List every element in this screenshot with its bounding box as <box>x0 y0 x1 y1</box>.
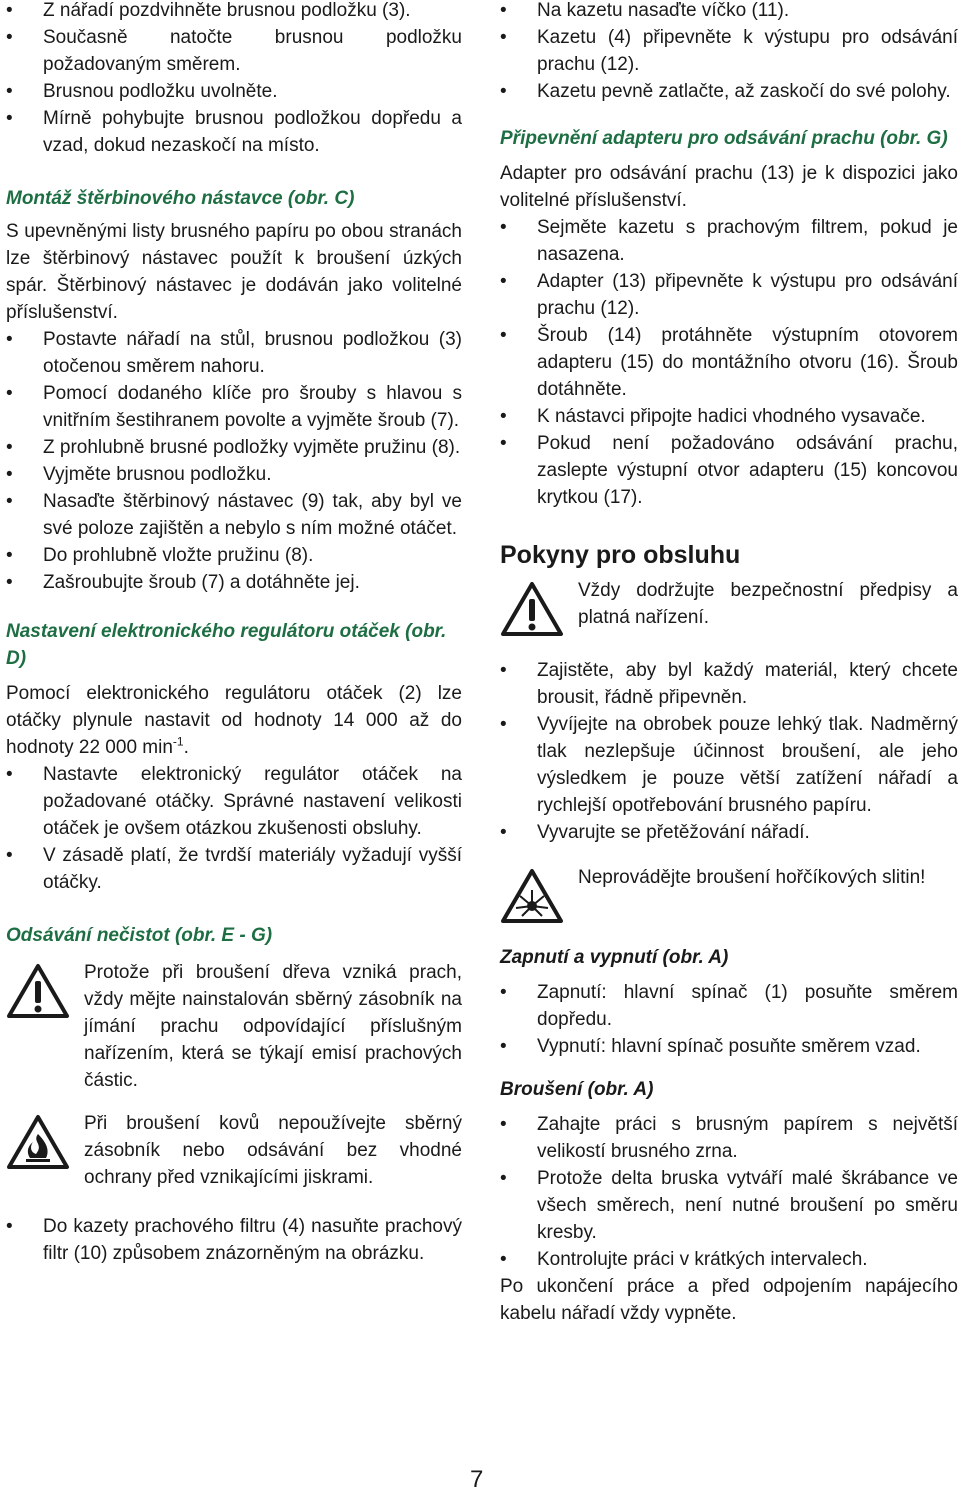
right-column <box>500 0 958 1327</box>
left-column <box>6 0 462 1267</box>
warning-safety <box>500 577 958 637</box>
heading-brouseni: Broušení (obr. A) <box>500 1079 654 1100</box>
list-item: • Mírně pohybujte brusnou podložkou dopředu a vzad, dokud nezaskočí na místo. <box>6 108 462 156</box>
heading-montaz: Montáž štěrbinového nástavce (obr. C) <box>6 188 355 209</box>
list-item: • Šroub (14) protáhněte výstupním otovorem adapteru (15) do montážního otvoru (16). Šroub dotáhněte. <box>500 325 958 400</box>
heading-adapter: Připevnění adapteru pro odsávání prachu (obr. G) <box>500 128 948 149</box>
list-item: • Kontrolujte práci v krátkých intervalech. <box>500 1249 868 1270</box>
list-item: • Brusnou podložku uvolněte. <box>6 81 278 102</box>
paragraph-montaz: S upevněnými listy brusného papíru po obou stranách lze štěrbinový nástavec použít k broušení úzkých spár. Štěrbinový nástavec je dodáván jako volitelné příslušenství. <box>6 221 462 323</box>
list-item: • Postavte nářadí na stůl, brusnou podložkou (3) otočenou směrem nahoru. <box>6 329 462 377</box>
list-brouseni <box>500 1111 958 1273</box>
explosive-warning-icon <box>500 868 564 929</box>
list-item: • Na kazetu nasaďte víčko (11). <box>500 0 790 21</box>
warning-text: Při broušení kovů nepoužívejte sběrný zásobník nebo odsávání bez vhodné ochrany před vznikajícími jiskrami. <box>84 1113 462 1188</box>
list-pokyny <box>500 657 958 846</box>
list-item: • Protože delta bruska vytváří malé škrábance ve všech směrech, není nutné broušení po směru kresby. <box>500 1168 958 1243</box>
list-item: • Zahajte práci s brusným papírem s největší velikostí brusného zrna. <box>500 1114 958 1162</box>
page-number: 7 <box>470 1466 484 1493</box>
warning-triangle-icon <box>500 581 564 642</box>
warning-dust <box>6 959 462 1094</box>
list-montaz <box>6 326 462 596</box>
heading-regulator: Nastavení elektronického regulátoru otáček (obr. D) <box>6 621 447 669</box>
list-item: • Z prohlubně brusné podložky vyjměte pružinu (8). <box>6 437 461 458</box>
list-pad-adjust <box>6 0 462 159</box>
superscript: -1 <box>172 734 184 749</box>
list-item: • V zásadě platí, že tvrdší materiály vyžadují vyšší otáčky. <box>6 845 462 893</box>
heading-pokyny: Pokyny pro obsluhu <box>500 541 741 569</box>
paragraph-regulator: Pomocí elektronického regulátoru otáček (2) lze otáčky plynule nastavit od hodnoty 14 000 až do hodnoty 22 000 $\min^{-1}$. <box>6 683 462 758</box>
list-item: • Zašroubujte šroub (7) a dotáhněte jej. <box>6 572 360 593</box>
paragraph-final: Po ukončení práce a před odpojením napájecího kabelu nářadí vždy vypněte. <box>500 1276 958 1324</box>
list-regulator <box>6 761 462 896</box>
list-item: • Adapter (13) připevněte k výstupu pro odsávání prachu (12). <box>500 271 958 319</box>
paragraph-adapter: Adapter pro odsávání prachu (13) je k dispozici jako volitelné příslušenství. <box>500 163 958 211</box>
list-item: • Zapnutí: hlavní spínač (1) posuňte směrem dopředu. <box>500 982 958 1030</box>
flammable-warning-icon <box>6 1114 70 1175</box>
warning-text: Vždy dodržujte bezpečnostní předpisy a platná nařízení. <box>578 580 958 628</box>
list-item: • Z nářadí pozdvihněte brusnou podložku (3). <box>6 0 411 21</box>
list-item: • Nastavte elektronický regulátor otáček na požadované otáčky. Správné nastavení velikosti otáček je ovšem otázkou zkušenosti obsluhy. <box>6 764 462 839</box>
list-adapter <box>500 214 958 511</box>
list-item: • Nasaďte štěrbinový nástavec (9) tak, aby byl ve své poloze zajištěn a nebylo s ním možné otáčet. <box>6 491 462 539</box>
warning-sparks <box>6 1110 462 1191</box>
list-item: • Do kazety prachového filtru (4) nasuňte prachový filtr (10) způsobem znázorněným na obrázku. <box>6 1216 462 1264</box>
list-item: • Vyvíjejte na obrobek pouze lehký tlak. Nadměrný tlak nezlepšuje účinnost broušení, ale jeho výsledkem je pouze větší zatížení nářadí a rychlejší opotřebování brusného papíru. <box>500 714 958 816</box>
list-cassette <box>500 0 958 105</box>
list-item: • Pomocí dodaného klíče pro šrouby s hlavou s vnitřním šestihranem povolte a vyjměte šroub (7). <box>6 383 462 431</box>
list-item: • Vyjměte brusnou podložku. <box>6 464 272 485</box>
list-item: • Současně natočte brusnou podložku požadovaným směrem. <box>6 27 462 75</box>
heading-odsavani: Odsávání nečistot (obr. E - G) <box>6 925 273 946</box>
list-item: • Kazetu (4) připevněte k výstupu pro odsávání prachu (12). <box>500 27 958 75</box>
list-item: • Zajistěte, aby byl každý materiál, který chcete brousit, řádně připevněn. <box>500 660 958 708</box>
list-zapnuti <box>500 979 958 1060</box>
warning-text: Protože při broušení dřeva vzniká prach, vždy mějte nainstalován sběrný zásobník na jímání prachu odpovídající příslušným nařízením, která se týkají emisí prachových částic. <box>84 962 462 1091</box>
list-odsavani <box>6 1213 462 1267</box>
list-item: • Vyvarujte se přetěžování nářadí. <box>500 822 810 843</box>
list-item: • K nástavci připojte hadici vhodného vysavače. <box>500 406 926 427</box>
list-item: • Pokud není požadováno odsávání prachu, zaslepte výstupní otvor adapteru (15) koncovou krytkou (17). <box>500 433 958 508</box>
warning-magnesium <box>500 864 958 924</box>
list-item: • Vypnutí: hlavní spínač posuňte směrem vzad. <box>500 1036 921 1057</box>
list-item: • Kazetu pevně zatlačte, až zaskočí do své polohy. <box>500 81 951 102</box>
heading-zapnuti: Zapnutí a vypnutí (obr. A) <box>500 947 729 968</box>
list-item: • Do prohlubně vložte pružinu (8). <box>6 545 314 566</box>
warning-triangle-icon <box>6 963 70 1024</box>
list-item: • Sejměte kazetu s prachovým filtrem, pokud je nasazena. <box>500 217 958 265</box>
warning-text: Neprovádějte broušení hořčíkových slitin! <box>578 867 926 888</box>
